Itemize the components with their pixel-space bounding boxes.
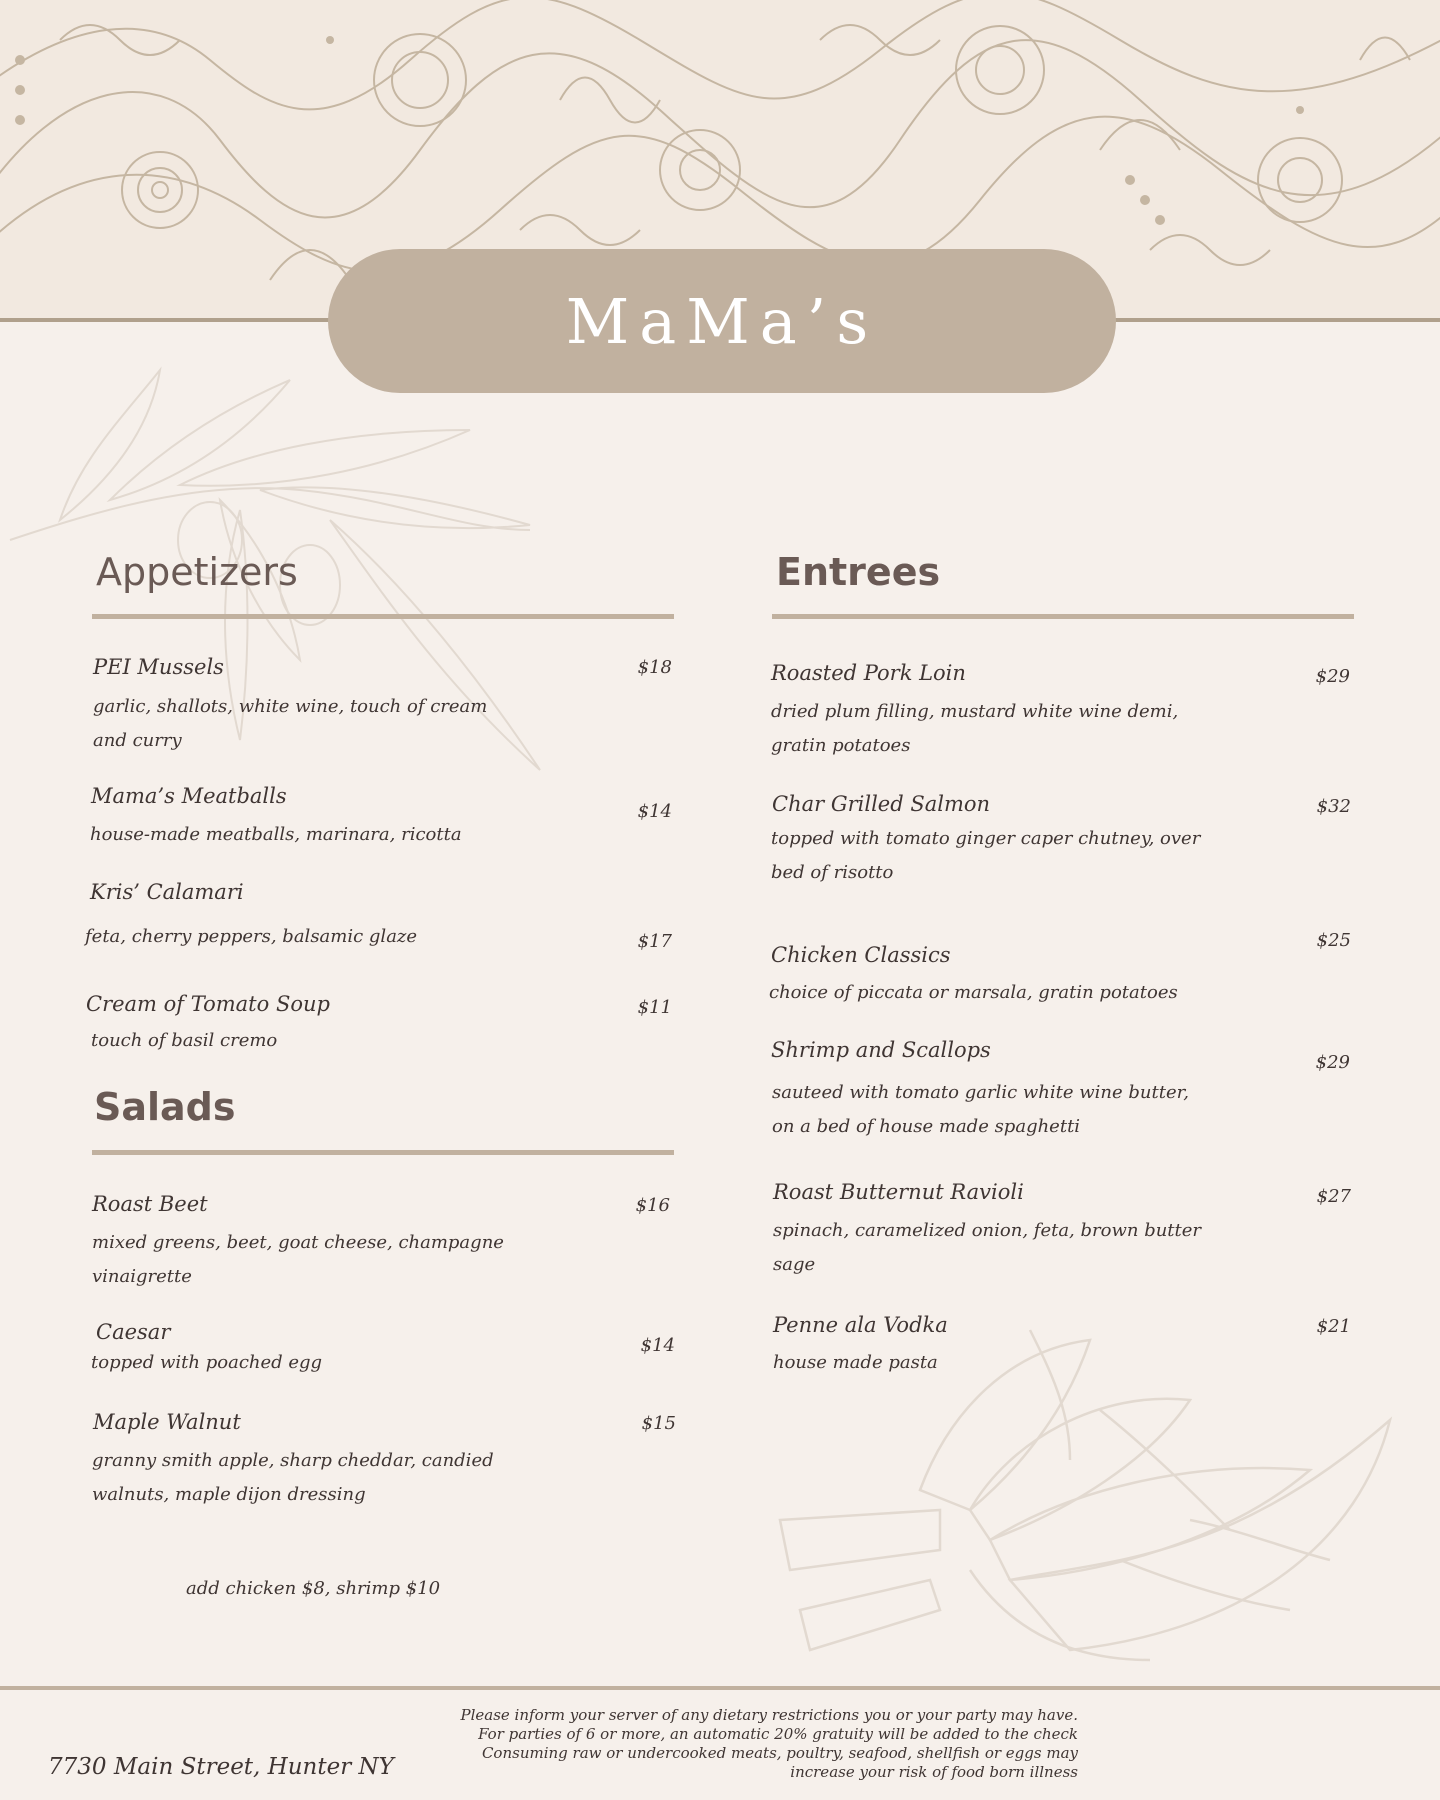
legal-notes [378, 1706, 1078, 1782]
restaurant-name: MaMa’s [565, 284, 879, 358]
entrees-title: Entrees [776, 550, 941, 594]
item-description: topped with tomato ginger caper chutney, over bed of risotto [771, 828, 1201, 883]
item-price: $14 [640, 1335, 675, 1356]
item-name: Roast Beet [92, 1192, 208, 1216]
item-name: Roast Butternut Ravioli [773, 1180, 1024, 1204]
item-name: Maple Walnut [93, 1410, 241, 1434]
addon-note: add chicken $8, shrimp $10 [186, 1578, 441, 1599]
legal-note: Consuming raw or undercooked meats, poultry, seafood, shellfish or eggs may [481, 1744, 1078, 1762]
item-name: Shrimp and Scallops [771, 1038, 991, 1062]
item-price: $32 [1316, 796, 1351, 817]
item-description: granny smith apple, sharp cheddar, candied walnuts, maple dijon dressing [92, 1450, 494, 1505]
salads-title: Salads [94, 1085, 236, 1129]
item-description: topped with poached egg [91, 1352, 323, 1373]
address: 7730 Main Street, Hunter NY [48, 1754, 394, 1780]
item-name: Roasted Pork Loin [771, 661, 966, 685]
item-name: Penne ala Vodka [773, 1313, 948, 1337]
item-description: spinach, caramelized onion, feta, brown butter sage [773, 1220, 1202, 1275]
legal-note: increase your risk of food born illness [790, 1763, 1078, 1781]
item-description: feta, cherry peppers, balsamic glaze [85, 926, 418, 947]
item-description: mixed greens, beet, goat cheese, champagne vinaigrette [92, 1232, 504, 1287]
item-name: Caesar [96, 1320, 171, 1344]
item-price: $15 [641, 1413, 676, 1434]
title-banner [328, 249, 1116, 393]
item-price: $27 [1316, 1186, 1351, 1207]
item-description: choice of piccata or marsala, gratin potatoes [769, 982, 1178, 1003]
item-price: $18 [637, 657, 672, 678]
item-name: PEI Mussels [93, 655, 224, 679]
item-price: $16 [635, 1195, 670, 1216]
entrees-divider [772, 614, 1354, 619]
legal-note: Please inform your server of any dietary restrictions you or your party may have. [460, 1706, 1078, 1724]
item-name: Chicken Classics [771, 943, 951, 967]
item-description: touch of basil cremo [91, 1030, 278, 1051]
item-price: $14 [637, 801, 672, 822]
appetizers-title: Appetizers [96, 550, 298, 594]
item-name: Cream of Tomato Soup [86, 992, 330, 1016]
salads-divider [92, 1150, 674, 1155]
item-price: $29 [1315, 1052, 1350, 1073]
item-name: Char Grilled Salmon [772, 792, 991, 816]
item-description: dried plum filling, mustard white wine demi, gratin potatoes [771, 701, 1179, 756]
item-price: $21 [1316, 1316, 1351, 1337]
item-description: sauteed with tomato garlic white wine butter, on a bed of house made spaghetti [772, 1082, 1189, 1137]
item-price: $11 [637, 997, 672, 1018]
appetizers-divider [92, 614, 674, 619]
legal-note: For parties of 6 or more, an automatic 20% gratuity will be added to the check [478, 1725, 1078, 1743]
item-description: house made pasta [773, 1352, 938, 1373]
item-price: $25 [1316, 930, 1351, 951]
item-price: $17 [637, 931, 672, 952]
item-price: $29 [1315, 666, 1350, 687]
footer-divider [0, 1686, 1440, 1690]
item-name: Kris’ Calamari [90, 880, 244, 904]
item-description: garlic, shallots, white wine, touch of cream and curry [93, 696, 488, 751]
item-description: house-made meatballs, marinara, ricotta [90, 824, 462, 845]
item-name: Mama’s Meatballs [91, 784, 287, 808]
